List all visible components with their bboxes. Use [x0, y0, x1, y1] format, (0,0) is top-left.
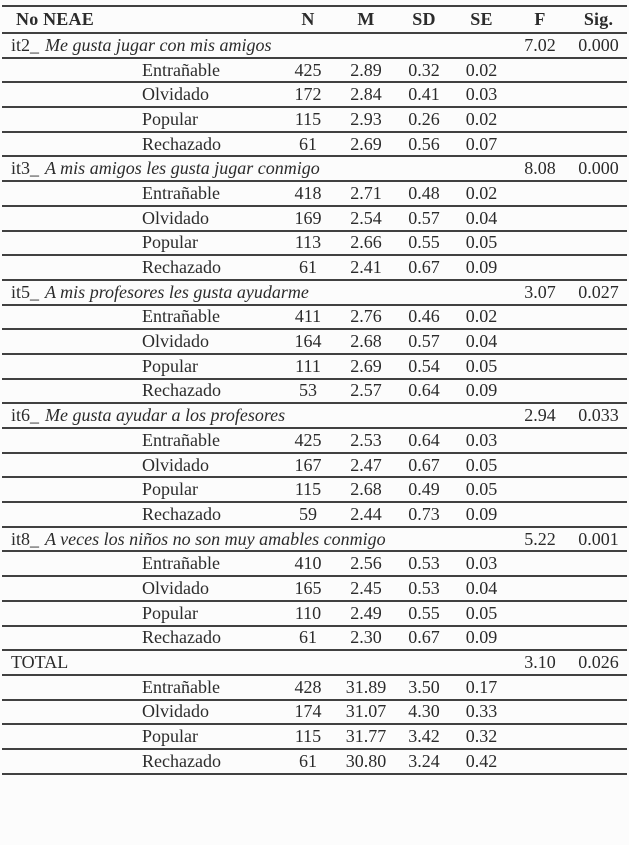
sig-value-empty	[570, 354, 627, 379]
se-value: 0.17	[453, 675, 510, 700]
sig-value-empty	[570, 601, 627, 626]
se-value: 0.04	[453, 576, 510, 601]
m-value: 2.76	[337, 305, 395, 330]
header-row	[2, 6, 627, 33]
section-label	[2, 280, 510, 305]
item-title: Me gusta ayudar a los profesores	[45, 405, 286, 426]
se-value: 0.02	[453, 305, 510, 330]
se-value: 0.04	[453, 206, 510, 231]
group-name: Entrañable	[2, 551, 279, 576]
se-value: 0.07	[453, 132, 510, 157]
f-value-empty	[510, 181, 570, 206]
sig-value-empty	[570, 231, 627, 256]
n-value: 53	[279, 379, 337, 404]
se-value: 0.05	[453, 601, 510, 626]
group-name: Popular	[2, 354, 279, 379]
table-body	[2, 33, 627, 774]
se-value: 0.09	[453, 626, 510, 651]
f-value: 2.94	[510, 403, 570, 428]
f-value-empty	[510, 231, 570, 256]
group-name: Entrañable	[2, 58, 279, 83]
se-value: 0.09	[453, 255, 510, 280]
n-value: 59	[279, 502, 337, 527]
group-name: Popular	[2, 231, 279, 256]
section-title-row	[2, 403, 627, 428]
anova-results-table	[2, 5, 627, 775]
f-value-empty	[510, 206, 570, 231]
group-row	[2, 626, 627, 651]
n-value: 61	[279, 132, 337, 157]
m-value: 2.45	[337, 576, 395, 601]
n-value: 174	[279, 700, 337, 725]
se-value: 0.09	[453, 379, 510, 404]
se-value: 0.03	[453, 428, 510, 453]
sig-value: 0.027	[570, 280, 627, 305]
item-title: A mis amigos les gusta jugar conmigo	[45, 158, 320, 179]
m-value: 2.66	[337, 231, 395, 256]
sd-value: 0.26	[395, 107, 453, 132]
se-value: 0.03	[453, 551, 510, 576]
f-value-empty	[510, 724, 570, 749]
item-id: it6_	[11, 405, 40, 426]
m-value: 2.57	[337, 379, 395, 404]
sig-value-empty	[570, 305, 627, 330]
se-value: 0.03	[453, 82, 510, 107]
group-name: Popular	[2, 601, 279, 626]
n-value: 425	[279, 58, 337, 83]
m-value: 2.56	[337, 551, 395, 576]
se-value: 0.09	[453, 502, 510, 527]
group-name: Popular	[2, 107, 279, 132]
group-row	[2, 58, 627, 83]
group-row	[2, 477, 627, 502]
sig-value: 0.026	[570, 650, 627, 675]
n-value: 61	[279, 255, 337, 280]
m-value: 31.89	[337, 675, 395, 700]
group-row	[2, 231, 627, 256]
sig-value-empty	[570, 107, 627, 132]
se-value: 0.32	[453, 724, 510, 749]
m-value: 2.44	[337, 502, 395, 527]
f-value-empty	[510, 626, 570, 651]
sig-value-empty	[570, 576, 627, 601]
n-value: 115	[279, 107, 337, 132]
f-value-empty	[510, 379, 570, 404]
n-value: 164	[279, 329, 337, 354]
m-value: 2.53	[337, 428, 395, 453]
section-title-row	[2, 650, 627, 675]
sig-value-empty	[570, 453, 627, 478]
group-name: Popular	[2, 477, 279, 502]
sd-value: 0.56	[395, 132, 453, 157]
f-value-empty	[510, 354, 570, 379]
item-title: Me gusta jugar con mis amigos	[45, 34, 272, 55]
group-name: Olvidado	[2, 206, 279, 231]
m-value: 2.54	[337, 206, 395, 231]
group-name: Rechazado	[2, 626, 279, 651]
section-title-row	[2, 33, 627, 58]
group-name: Rechazado	[2, 379, 279, 404]
group-name: Rechazado	[2, 255, 279, 280]
section-label	[2, 527, 510, 552]
sig-value-empty	[570, 329, 627, 354]
f-value-empty	[510, 576, 570, 601]
col-header-no-neae: No NEAE	[2, 6, 279, 33]
n-value: 110	[279, 601, 337, 626]
m-value: 30.80	[337, 749, 395, 774]
group-row	[2, 132, 627, 157]
sig-value-empty	[570, 502, 627, 527]
n-value: 61	[279, 749, 337, 774]
group-name: Rechazado	[2, 132, 279, 157]
sd-value: 0.55	[395, 231, 453, 256]
group-name: Entrañable	[2, 428, 279, 453]
m-value: 2.47	[337, 453, 395, 478]
sig-value-empty	[570, 206, 627, 231]
n-value: 425	[279, 428, 337, 453]
item-id: it3_	[11, 158, 40, 179]
n-value: 111	[279, 354, 337, 379]
m-value: 2.49	[337, 601, 395, 626]
group-row	[2, 206, 627, 231]
group-name: Rechazado	[2, 749, 279, 774]
f-value: 3.07	[510, 280, 570, 305]
m-value: 2.30	[337, 626, 395, 651]
sig-value-empty	[570, 626, 627, 651]
section-label	[2, 403, 510, 428]
sig-value-empty	[570, 428, 627, 453]
se-value: 0.02	[453, 107, 510, 132]
col-header-m: M	[337, 6, 395, 33]
f-value-empty	[510, 305, 570, 330]
item-title: A veces los niños no son muy amables conmigo	[45, 528, 386, 549]
group-name: Olvidado	[2, 453, 279, 478]
group-row	[2, 181, 627, 206]
f-value-empty	[510, 453, 570, 478]
se-value: 0.04	[453, 329, 510, 354]
sig-value-empty	[570, 700, 627, 725]
group-row	[2, 379, 627, 404]
sd-value: 0.54	[395, 354, 453, 379]
se-value: 0.05	[453, 477, 510, 502]
sd-value: 0.57	[395, 329, 453, 354]
f-value-empty	[510, 749, 570, 774]
sd-value: 3.50	[395, 675, 453, 700]
n-value: 115	[279, 477, 337, 502]
sig-value-empty	[570, 58, 627, 83]
sd-value: 4.30	[395, 700, 453, 725]
group-name: Rechazado	[2, 502, 279, 527]
m-value: 2.71	[337, 181, 395, 206]
col-header-sig: Sig.	[570, 6, 627, 33]
se-value: 0.42	[453, 749, 510, 774]
item-id: it5_	[11, 281, 40, 302]
sd-value: 0.64	[395, 379, 453, 404]
section-label	[2, 650, 510, 675]
sig-value: 0.001	[570, 527, 627, 552]
m-value: 31.77	[337, 724, 395, 749]
sd-value: 0.67	[395, 255, 453, 280]
m-value: 2.84	[337, 82, 395, 107]
group-row	[2, 551, 627, 576]
group-row	[2, 428, 627, 453]
n-value: 410	[279, 551, 337, 576]
group-row	[2, 107, 627, 132]
group-row	[2, 354, 627, 379]
f-value-empty	[510, 132, 570, 157]
group-name: Olvidado	[2, 82, 279, 107]
m-value: 2.89	[337, 58, 395, 83]
f-value-empty	[510, 255, 570, 280]
section-label	[2, 33, 510, 58]
m-value: 2.68	[337, 477, 395, 502]
sig-value-empty	[570, 379, 627, 404]
f-value: 5.22	[510, 527, 570, 552]
sd-value: 0.64	[395, 428, 453, 453]
group-name: Entrañable	[2, 675, 279, 700]
section-title-row	[2, 527, 627, 552]
section-label	[2, 156, 510, 181]
f-value-empty	[510, 601, 570, 626]
n-value: 165	[279, 576, 337, 601]
se-value: 0.02	[453, 181, 510, 206]
n-value: 115	[279, 724, 337, 749]
sd-value: 0.55	[395, 601, 453, 626]
n-value: 61	[279, 626, 337, 651]
col-header-sd: SD	[395, 6, 453, 33]
group-row	[2, 305, 627, 330]
group-row	[2, 82, 627, 107]
group-row	[2, 329, 627, 354]
group-row	[2, 601, 627, 626]
sd-value: 3.24	[395, 749, 453, 774]
sig-value-empty	[570, 255, 627, 280]
m-value: 2.69	[337, 354, 395, 379]
se-value: 0.02	[453, 58, 510, 83]
sd-value: 0.49	[395, 477, 453, 502]
sd-value: 3.42	[395, 724, 453, 749]
table-header	[2, 6, 627, 33]
f-value-empty	[510, 329, 570, 354]
group-row	[2, 749, 627, 774]
col-header-se: SE	[453, 6, 510, 33]
sig-value-empty	[570, 181, 627, 206]
group-name: Olvidado	[2, 329, 279, 354]
group-row	[2, 576, 627, 601]
sd-value: 0.67	[395, 626, 453, 651]
sd-value: 0.53	[395, 551, 453, 576]
f-value: 8.08	[510, 156, 570, 181]
item-id: it8_	[11, 528, 40, 549]
n-value: 113	[279, 231, 337, 256]
sig-value-empty	[570, 724, 627, 749]
f-value-empty	[510, 700, 570, 725]
f-value-empty	[510, 477, 570, 502]
sd-value: 0.46	[395, 305, 453, 330]
f-value-empty	[510, 551, 570, 576]
n-value: 418	[279, 181, 337, 206]
sig-value-empty	[570, 749, 627, 774]
col-header-n: N	[279, 6, 337, 33]
se-value: 0.05	[453, 453, 510, 478]
section-title-row	[2, 156, 627, 181]
group-name: Popular	[2, 724, 279, 749]
sd-value: 0.73	[395, 502, 453, 527]
sig-value: 0.000	[570, 33, 627, 58]
sd-value: 0.57	[395, 206, 453, 231]
m-value: 31.07	[337, 700, 395, 725]
group-name: Entrañable	[2, 305, 279, 330]
se-value: 0.05	[453, 354, 510, 379]
f-value-empty	[510, 428, 570, 453]
group-row	[2, 453, 627, 478]
group-row	[2, 724, 627, 749]
group-row	[2, 700, 627, 725]
f-value-empty	[510, 82, 570, 107]
f-value: 7.02	[510, 33, 570, 58]
n-value: 411	[279, 305, 337, 330]
sig-value-empty	[570, 477, 627, 502]
group-name: Olvidado	[2, 576, 279, 601]
f-value-empty	[510, 675, 570, 700]
col-header-f: F	[510, 6, 570, 33]
sig-value-empty	[570, 82, 627, 107]
sig-value-empty	[570, 132, 627, 157]
item-id: it2_	[11, 34, 40, 55]
n-value: 428	[279, 675, 337, 700]
n-value: 172	[279, 82, 337, 107]
sig-value: 0.033	[570, 403, 627, 428]
sig-value: 0.000	[570, 156, 627, 181]
group-name: Olvidado	[2, 700, 279, 725]
sig-value-empty	[570, 675, 627, 700]
se-value: 0.33	[453, 700, 510, 725]
item-id: TOTAL	[11, 652, 69, 673]
f-value-empty	[510, 107, 570, 132]
sd-value: 0.32	[395, 58, 453, 83]
group-row	[2, 255, 627, 280]
item-title: A mis profesores les gusta ayudarme	[45, 281, 309, 302]
m-value: 2.68	[337, 329, 395, 354]
n-value: 169	[279, 206, 337, 231]
se-value: 0.05	[453, 231, 510, 256]
sd-value: 0.48	[395, 181, 453, 206]
section-title-row	[2, 280, 627, 305]
group-name: Entrañable	[2, 181, 279, 206]
f-value: 3.10	[510, 650, 570, 675]
f-value-empty	[510, 502, 570, 527]
n-value: 167	[279, 453, 337, 478]
group-row	[2, 675, 627, 700]
f-value-empty	[510, 58, 570, 83]
sd-value: 0.53	[395, 576, 453, 601]
sd-value: 0.41	[395, 82, 453, 107]
m-value: 2.41	[337, 255, 395, 280]
group-row	[2, 502, 627, 527]
m-value: 2.69	[337, 132, 395, 157]
sd-value: 0.67	[395, 453, 453, 478]
sig-value-empty	[570, 551, 627, 576]
m-value: 2.93	[337, 107, 395, 132]
